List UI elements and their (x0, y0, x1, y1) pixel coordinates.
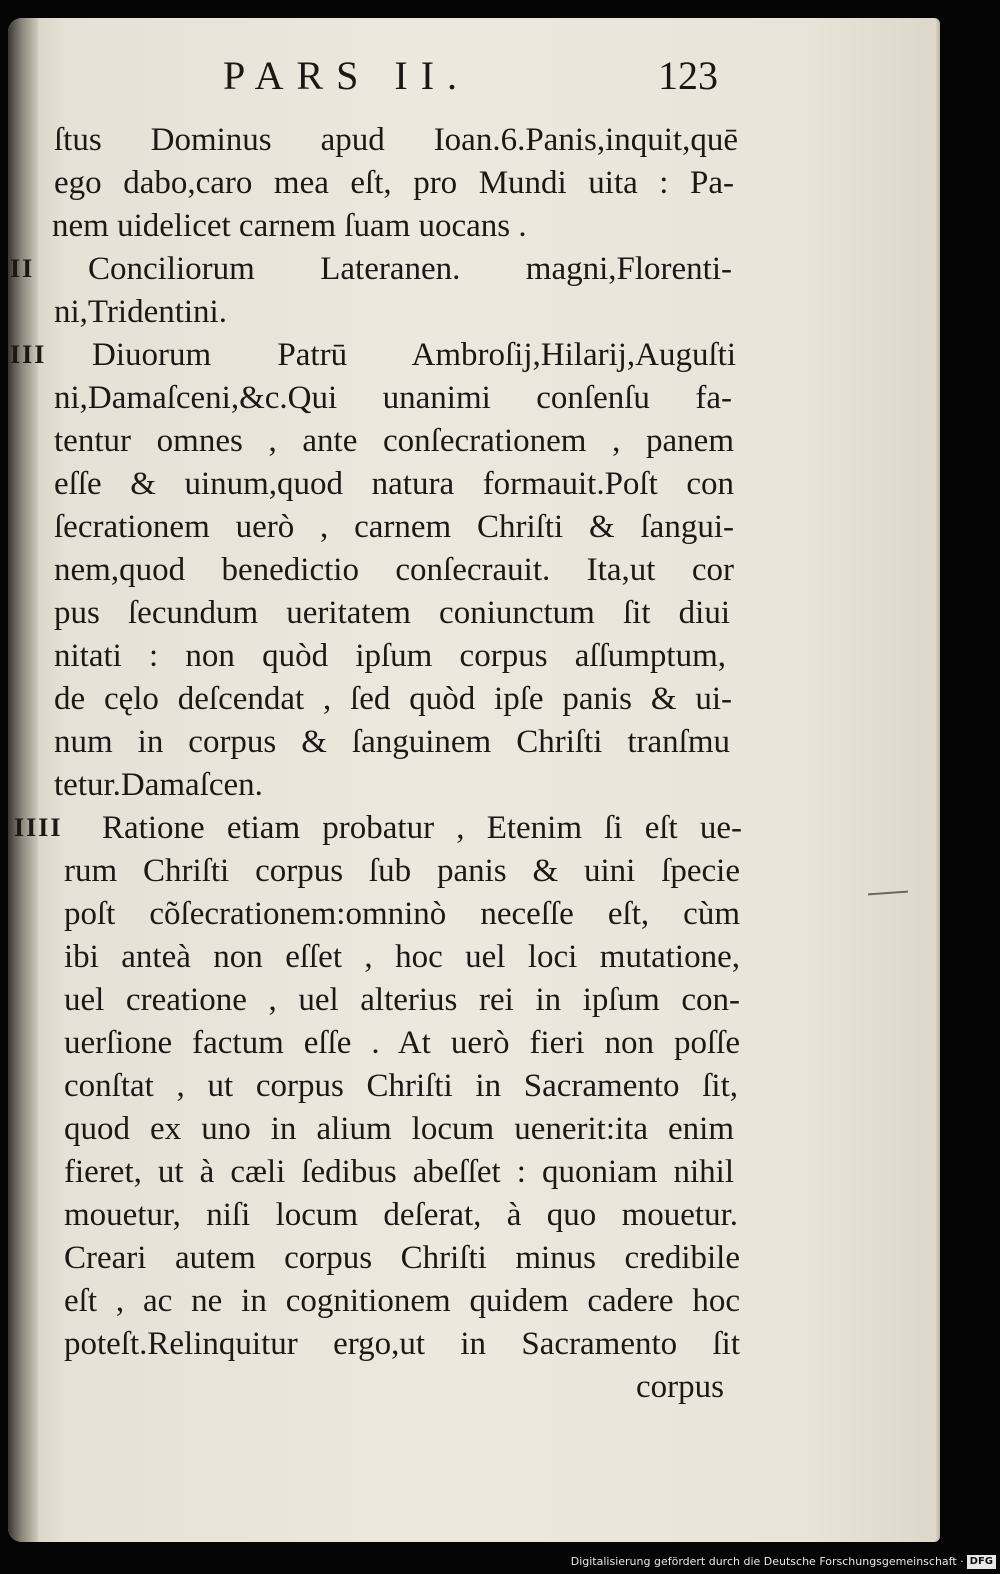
margin-mark (868, 891, 908, 896)
text-line: nitati : non quòd ipſum corpus aſſumptum, (54, 638, 726, 674)
text-line: tetur.Damaſcen. (54, 767, 263, 803)
text-line: Diuorum Patrū Ambroſij,Hilarij,Auguſti (92, 337, 736, 373)
text-line: eſſe & uinum,quod natura formauit.Poſt con (54, 466, 734, 502)
text-line: uerſione factum eſſe . At uerò fieri non poſſe (64, 1025, 740, 1061)
text-line: rum Chriſti corpus ſub panis & uini ſpecie (64, 853, 740, 889)
text-line: nem,quod benedictio conſecrauit. Ita,ut cor (54, 552, 734, 588)
text-line: Conciliorum Lateranen. magni,Florenti- (88, 251, 732, 287)
page-edge (936, 18, 940, 1542)
text-line: Creari autem corpus Chriſti minus credibile (64, 1240, 740, 1276)
digitization-footer (0, 1550, 1000, 1574)
section-marker: IIII (14, 813, 63, 842)
text-line: ego dabo,caro mea eſt, pro Mundi uita : Pa- (54, 165, 734, 201)
text-line: tentur omnes , ante conſecrationem , panem (54, 423, 734, 459)
section-marker: III (10, 340, 47, 369)
text-line: Ratione etiam probatur , Etenim ſi eſt ue- (102, 810, 742, 846)
running-header (8, 48, 940, 98)
text-line: quod ex uno in alium locum uenerit:ita enim (64, 1111, 734, 1147)
text-line: fieret, ut à cæli ſedibus abeſſet : quoniam nihil (64, 1154, 734, 1190)
text-line: eſt , ac ne in cognitionem quidem cadere hoc (64, 1283, 740, 1319)
text-line: ſtus Dominus apud Ioan.6.Panis,inquit,quē (54, 122, 738, 158)
text-line: de cęlo deſcendat , ſed quòd ipſe panis & ui- (54, 681, 732, 717)
text-line: ſecrationem uerò , carnem Chriſti & ſangui- (54, 509, 734, 545)
page-number: 123 (658, 53, 718, 98)
dfg-logo: DFG (967, 1555, 996, 1569)
section-marker: II (10, 254, 35, 283)
text-line: nem uidelicet carnem ſuam uocans . (52, 208, 527, 244)
text-line: poſt cõſecrationem:omninò neceſſe eſt, cùm (64, 896, 740, 932)
text-line: uel creatione , uel alterius rei in ipſum con- (64, 982, 740, 1018)
text-line: corpus (636, 1369, 724, 1405)
text-line: mouetur, niſi locum deſerat, à quo mouetur. (64, 1197, 738, 1233)
footer-credit: Digitalisierung gefördert durch die Deutsche Forschungsgemeinschaft · (570, 1555, 964, 1568)
running-title: PARS II. (223, 53, 471, 98)
text-line: ibi anteà non eſſet , hoc uel loci mutatione, (64, 939, 740, 975)
book-page (8, 18, 940, 1542)
text-line: conſtat , ut corpus Chriſti in Sacramento ſit, (64, 1068, 738, 1104)
text-line: poteſt.Relinquitur ergo,ut in Sacramento ſit (64, 1326, 740, 1362)
text-line: pus ſecundum ueritatem coniunctum ſit diui (54, 595, 730, 631)
text-line: num in corpus & ſanguinem Chriſti tranſmu (54, 724, 730, 760)
text-line: ni,Damaſceni,&c.Qui unanimi conſenſu fa- (54, 380, 732, 416)
text-line: ni,Tridentini. (54, 294, 227, 330)
